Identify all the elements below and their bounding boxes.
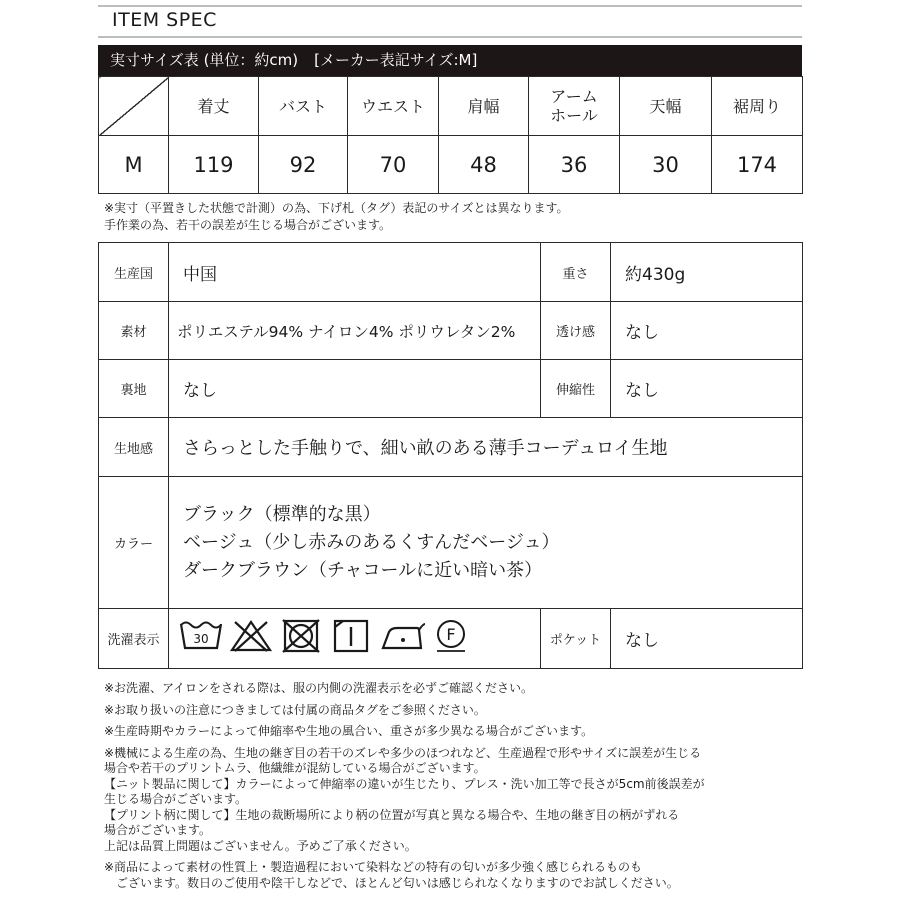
wash-30-icon: [179, 618, 223, 659]
col-hem: 裾周り: [712, 77, 803, 136]
col-bust: バスト: [259, 77, 348, 136]
corner-cell: [99, 77, 169, 136]
value-waist: 70: [348, 136, 439, 194]
material-label: 素材: [99, 302, 169, 360]
note-line: ※お取り扱いの注意につきましては付属の商品タグをご参照ください。: [104, 702, 486, 717]
line-dry-icon: [329, 618, 373, 659]
color-label: カラー: [99, 477, 169, 609]
page-title: ITEM SPEC: [112, 9, 217, 31]
pocket-label: ポケット: [541, 609, 611, 669]
note-line: 上記は品質上問題はございません。予めご了承ください。: [104, 838, 417, 853]
size-note-line: 手作業の為、若干の誤差が生じる場合がございます。: [104, 218, 392, 232]
note-line: 生じる場合がございます。: [104, 792, 248, 806]
size-label: M: [99, 136, 169, 194]
sheer-value: なし: [611, 302, 803, 360]
item-spec-header: [98, 0, 802, 40]
stretch-label: 伸縮性: [541, 360, 611, 418]
spec-row: [99, 360, 803, 418]
note-line: 【ニット製品に関して】カラーによって伸縮率の違いが生じたり、プレス・洗い加工等で長さが5cm前後誤差が: [104, 776, 705, 791]
value-top-width: 30: [620, 136, 712, 194]
value-length: 119: [169, 136, 259, 194]
svg-text:30: 30: [193, 632, 209, 646]
color-item-beige: ベージュ（少し赤みのあるくすんだベージュ）: [183, 531, 560, 553]
care-notes: [104, 681, 804, 891]
note-line: 【プリント柄に関して】生地の裁断場所により柄の位置が写真と異なる場合や、生地の継ぎ目の柄がずれる: [104, 807, 680, 822]
origin-label: 生産国: [99, 243, 169, 302]
size-table-header-row: [99, 77, 803, 136]
size-table-unit-label: 実寸サイズ表 (単位：約cm): [110, 51, 299, 69]
size-note-line: ※実寸（平置きした状態で計測）の為、下げ札（タグ）表記のサイズとは異なります。: [104, 201, 569, 215]
header-top-rule: [98, 5, 802, 7]
stretch-value: なし: [611, 360, 803, 418]
spec-row: [99, 609, 803, 669]
pocket-value: なし: [611, 609, 803, 669]
note-line: ※商品によって素材の性質上・製造過程において染料などの特有の匂いが多少強く感じられるものも: [104, 860, 643, 874]
no-bleach-icon: [229, 618, 273, 659]
note-line: ※機械による生産の為、生地の継ぎ目の若干のズレや多少のほつれなど、生産過程で形やサイズに誤差が生じる: [104, 745, 702, 760]
armhole-line1: アーム: [550, 87, 598, 106]
spec-row: [99, 477, 803, 609]
col-length: 着丈: [169, 77, 259, 136]
spec-row: [99, 302, 803, 360]
col-shoulder: 肩幅: [439, 77, 529, 136]
size-table-title-bar: [98, 45, 802, 76]
lining-value: なし: [169, 360, 541, 418]
note-line: ※お洗濯、アイロンをされる際は、服の内側の洗濯表示を必ずご確認ください。: [104, 681, 533, 695]
note-line: 場合がございます。: [104, 823, 212, 837]
svg-text:F: F: [446, 625, 456, 644]
note-line: ございます。数日のご使用や陰干しなどで、ほとんど匂いは感じられなくなりますのでお試しください。: [104, 875, 679, 890]
header-bottom-rule: [98, 36, 802, 38]
texture-label: 生地感: [99, 418, 169, 477]
no-tumble-dry-icon: [279, 618, 323, 659]
sheer-label: 透け感: [541, 302, 611, 360]
armhole-line2: ホール: [550, 106, 598, 125]
weight-label: 重さ: [541, 243, 611, 302]
dry-clean-f-icon: [433, 618, 469, 659]
value-armhole: 36: [529, 136, 620, 194]
note-line: ※生産時期やカラーによって伸縮率や生地の風合い、重さが多少異なる場合がございます。: [104, 724, 594, 738]
value-bust: 92: [259, 136, 348, 194]
weight-value: 約430g: [611, 243, 803, 302]
size-table: [98, 76, 803, 194]
origin-value: 中国: [169, 243, 541, 302]
maker-size-label: [メーカー表記サイズ:M]: [314, 51, 478, 69]
value-hem: 174: [712, 136, 803, 194]
spec-row: [99, 243, 803, 302]
lining-label: 裏地: [99, 360, 169, 418]
spec-table: [98, 242, 803, 669]
color-item-dark-brown: ダークブラウン（チャコールに近い暗い茶）: [183, 559, 543, 581]
color-item-black: ブラック（標準的な黒）: [183, 503, 381, 525]
iron-low-icon: [379, 618, 427, 659]
spec-row: [99, 418, 803, 477]
size-notes: [104, 200, 569, 234]
value-shoulder: 48: [439, 136, 529, 194]
color-list: [169, 477, 803, 609]
col-top-width: 天幅: [620, 77, 712, 136]
care-icons-cell: [169, 609, 541, 669]
table-row: [99, 136, 803, 194]
care-label: 洗濯表示: [99, 609, 169, 669]
texture-value: さらっとした手触りで、細い畝のある薄手コーデュロイ生地: [169, 418, 803, 477]
material-value: ポリエステル94% ナイロン4% ポリウレタン2%: [169, 302, 541, 360]
col-waist: ウエスト: [348, 77, 439, 136]
col-armhole: [529, 77, 620, 136]
note-line: 場合や若干のプリントムラ、他繊維が混紡している場合がございます。: [104, 761, 486, 775]
